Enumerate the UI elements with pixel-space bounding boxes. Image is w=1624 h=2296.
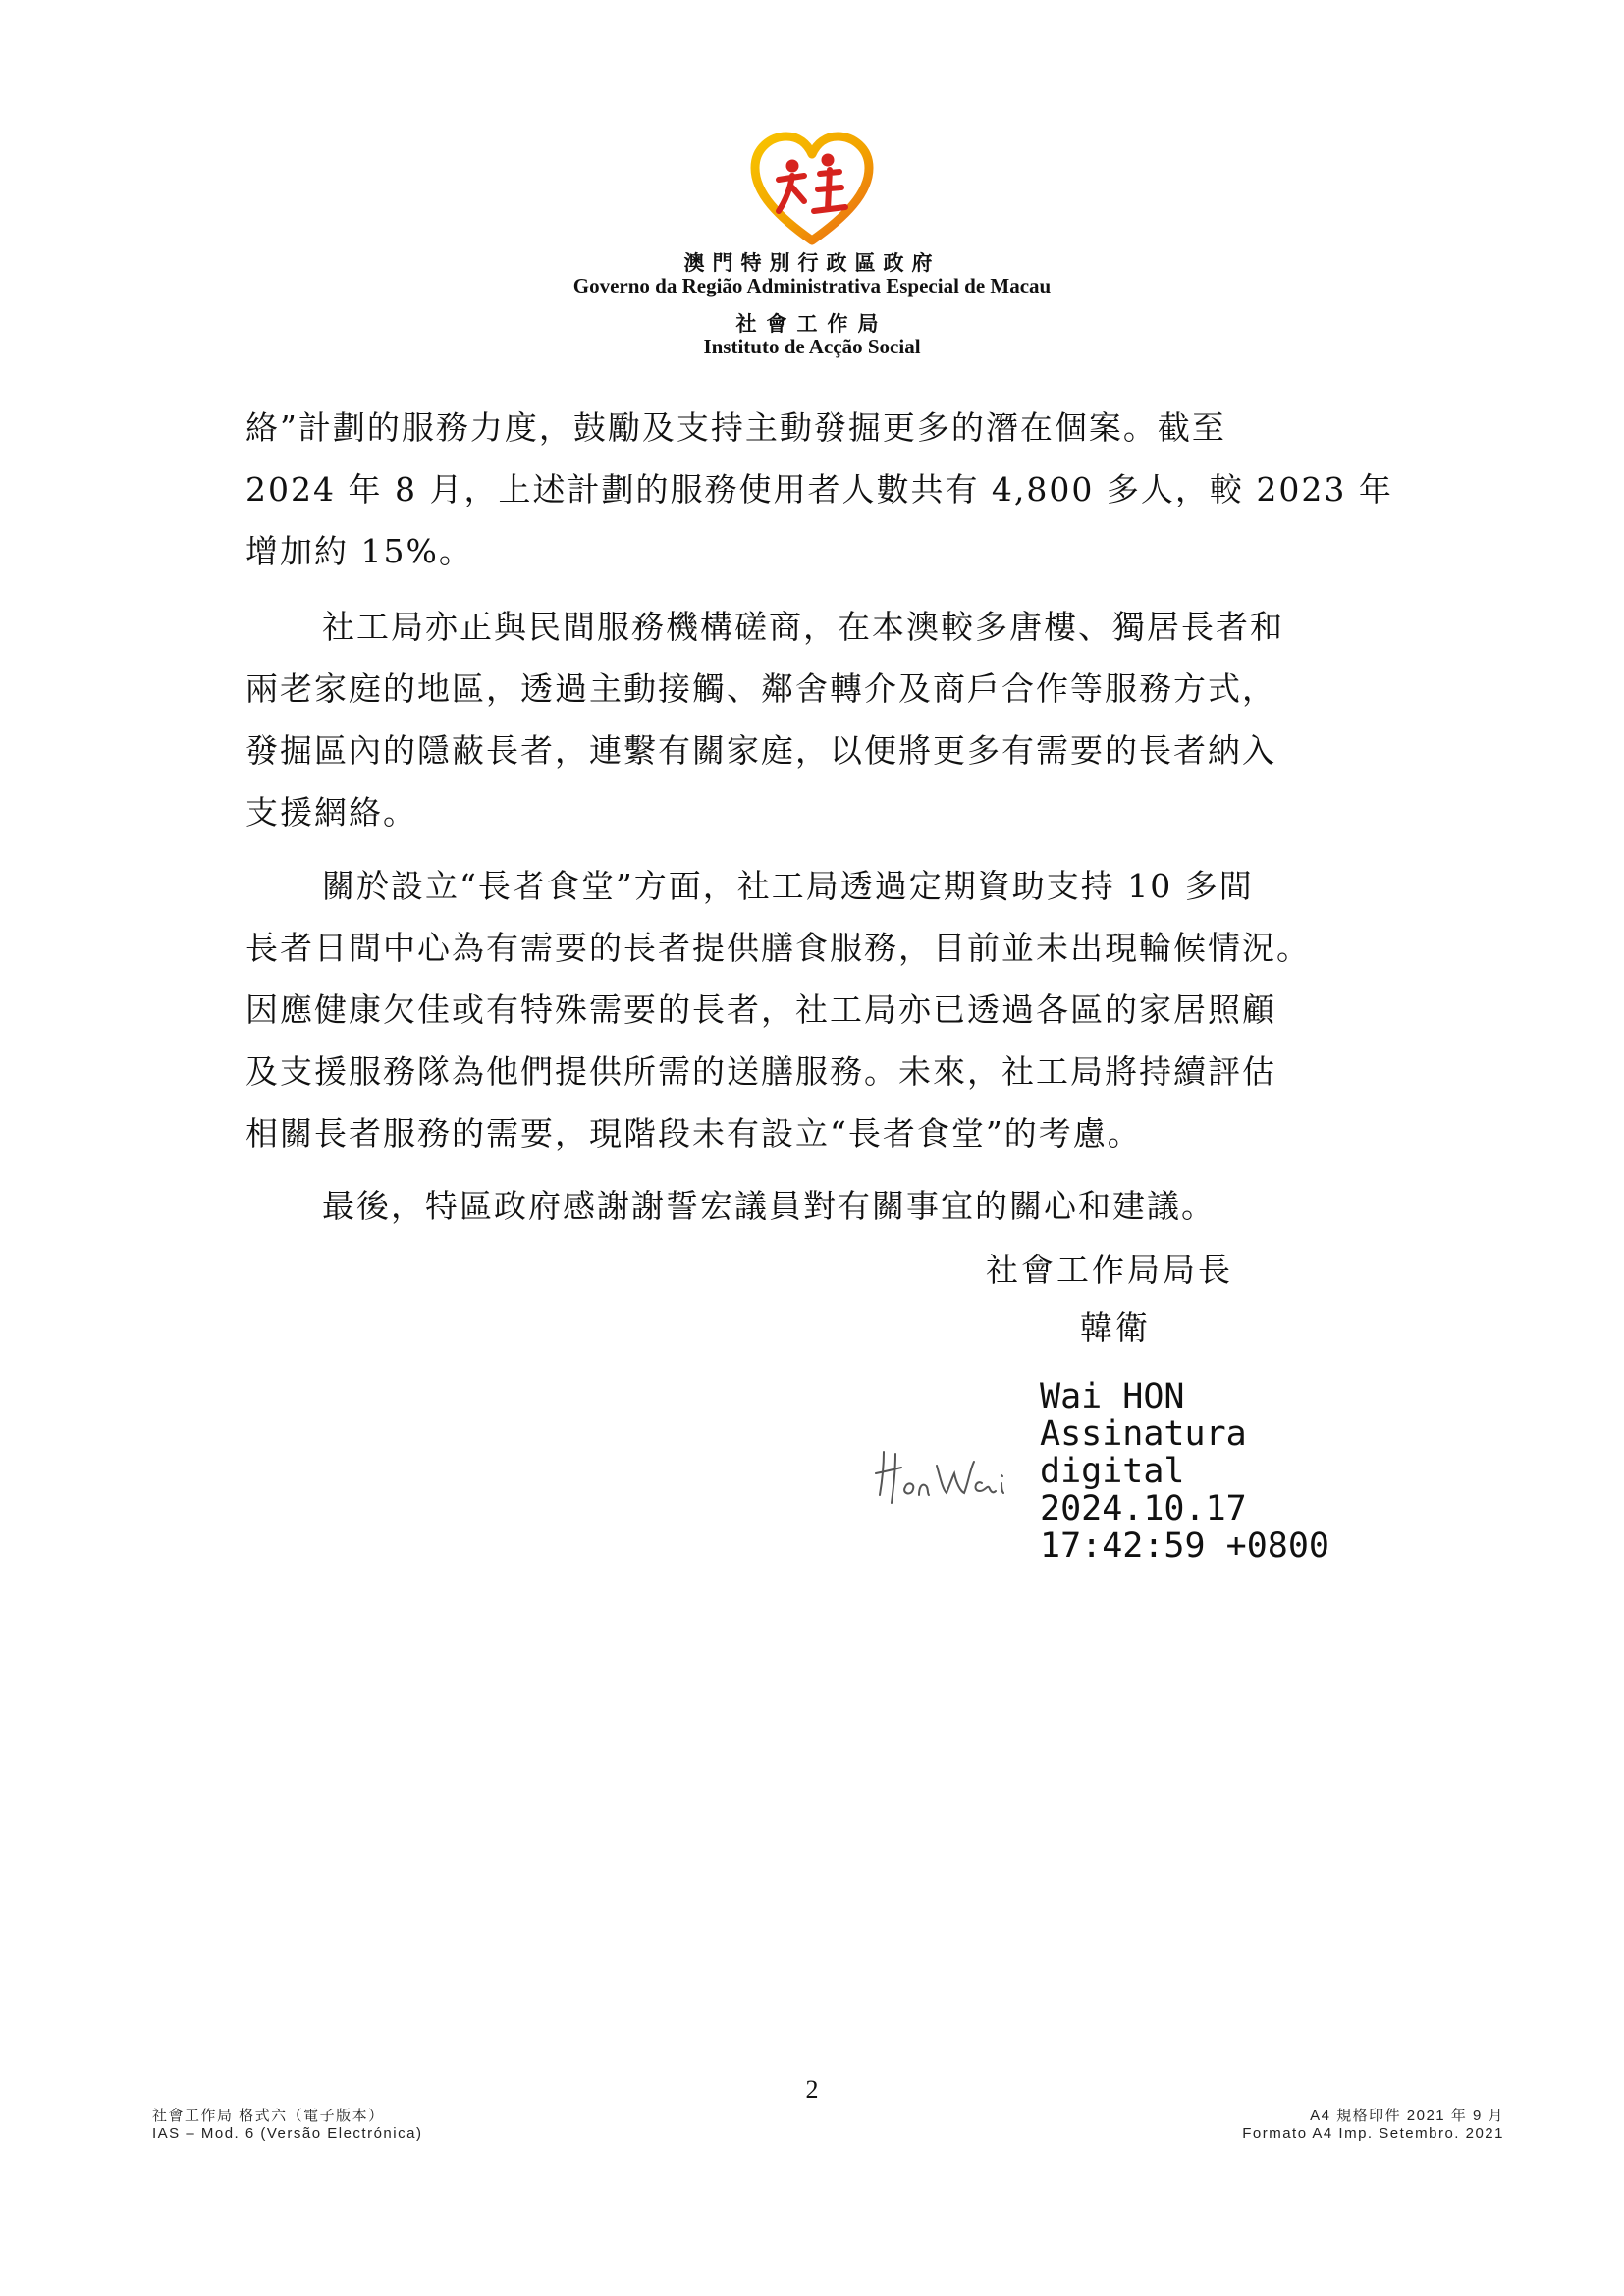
footer-form-code-zh: 社會工作局 格式六（電子版本） xyxy=(152,2108,385,2124)
text-line: 絡”計劃的服務力度，鼓勵及支持主動發掘更多的潛在個案。截至 xyxy=(245,408,1226,447)
department-name-zh: 社會工作局 xyxy=(735,311,889,336)
signatory-title: 社會工作局局長 xyxy=(986,1251,1233,1289)
paragraph-1 xyxy=(245,397,1404,582)
digital-signature-time: 17:42:59 +0800 xyxy=(1040,1526,1330,1566)
footer-form-code-pt: IAS – Mod. 6 (Versão Electrónica) xyxy=(152,2125,423,2142)
government-name-zh: 澳門特別行政區政府 xyxy=(683,250,941,275)
text-line: 因應健康欠佳或有特殊需要的長者，社工局亦已透過各區的家居照顧 xyxy=(245,990,1276,1029)
paragraph-4 xyxy=(245,1175,1404,1237)
text-line: 增加約 15%。 xyxy=(245,532,473,570)
text-line: 最後，特區政府感謝謝誓宏議員對有關事宜的關心和建議。 xyxy=(322,1187,1216,1225)
signatory-name: 韓衛 xyxy=(1080,1308,1151,1347)
digital-signature-signer: Wai HON xyxy=(1040,1377,1185,1416)
footer-print-format-zh: A4 規格印件 2021 年 9 月 xyxy=(1310,2108,1504,2124)
footer-print-format-pt: Formato A4 Imp. Setembro. 2021 xyxy=(1242,2125,1504,2142)
government-name-pt: Governo da Região Administrativa Especial de Macau xyxy=(572,274,1052,297)
text-line: 發掘區內的隱蔽長者，連繫有關家庭，以便將更多有需要的長者納入 xyxy=(245,731,1276,770)
page-number: 2 xyxy=(805,2075,819,2104)
text-line: 社工局亦正與民間服務機構磋商，在本澳較多唐樓、獨居長者和 xyxy=(322,608,1284,646)
ias-heart-logo-icon xyxy=(749,131,875,246)
text-line: 相關長者服務的需要，現階段未有設立“長者食堂”的考慮。 xyxy=(245,1114,1142,1152)
digital-signature-date: 2024.10.17 xyxy=(1040,1489,1247,1528)
paragraph-2 xyxy=(245,596,1404,843)
handwritten-signature xyxy=(872,1444,1029,1513)
text-line: 關於設立“長者食堂”方面，社工局透過定期資助支持 10 多間 xyxy=(322,867,1254,905)
text-line: 長者日間中心為有需要的長者提供膳食服務，目前並未出現輪候情況。 xyxy=(245,929,1311,967)
digital-signature-label-2: digital xyxy=(1040,1452,1185,1491)
text-line: 及支援服務隊為他們提供所需的送膳服務。未來，社工局將持續評估 xyxy=(245,1052,1276,1091)
digital-signature-stamp xyxy=(1040,1378,1329,1565)
paragraph-3 xyxy=(245,855,1404,1164)
digital-signature-label: Assinatura xyxy=(1040,1415,1247,1454)
text-line: 支援網絡。 xyxy=(245,793,417,831)
text-line: 2024 年 8 月，上述計劃的服務使用者人數共有 4,800 多人，較 2023 年 xyxy=(245,470,1393,508)
text-line: 兩老家庭的地區，透過主動接觸、鄰舍轉介及商戶合作等服務方式， xyxy=(245,669,1276,708)
department-name-pt: Instituto de Acção Social xyxy=(703,335,921,358)
